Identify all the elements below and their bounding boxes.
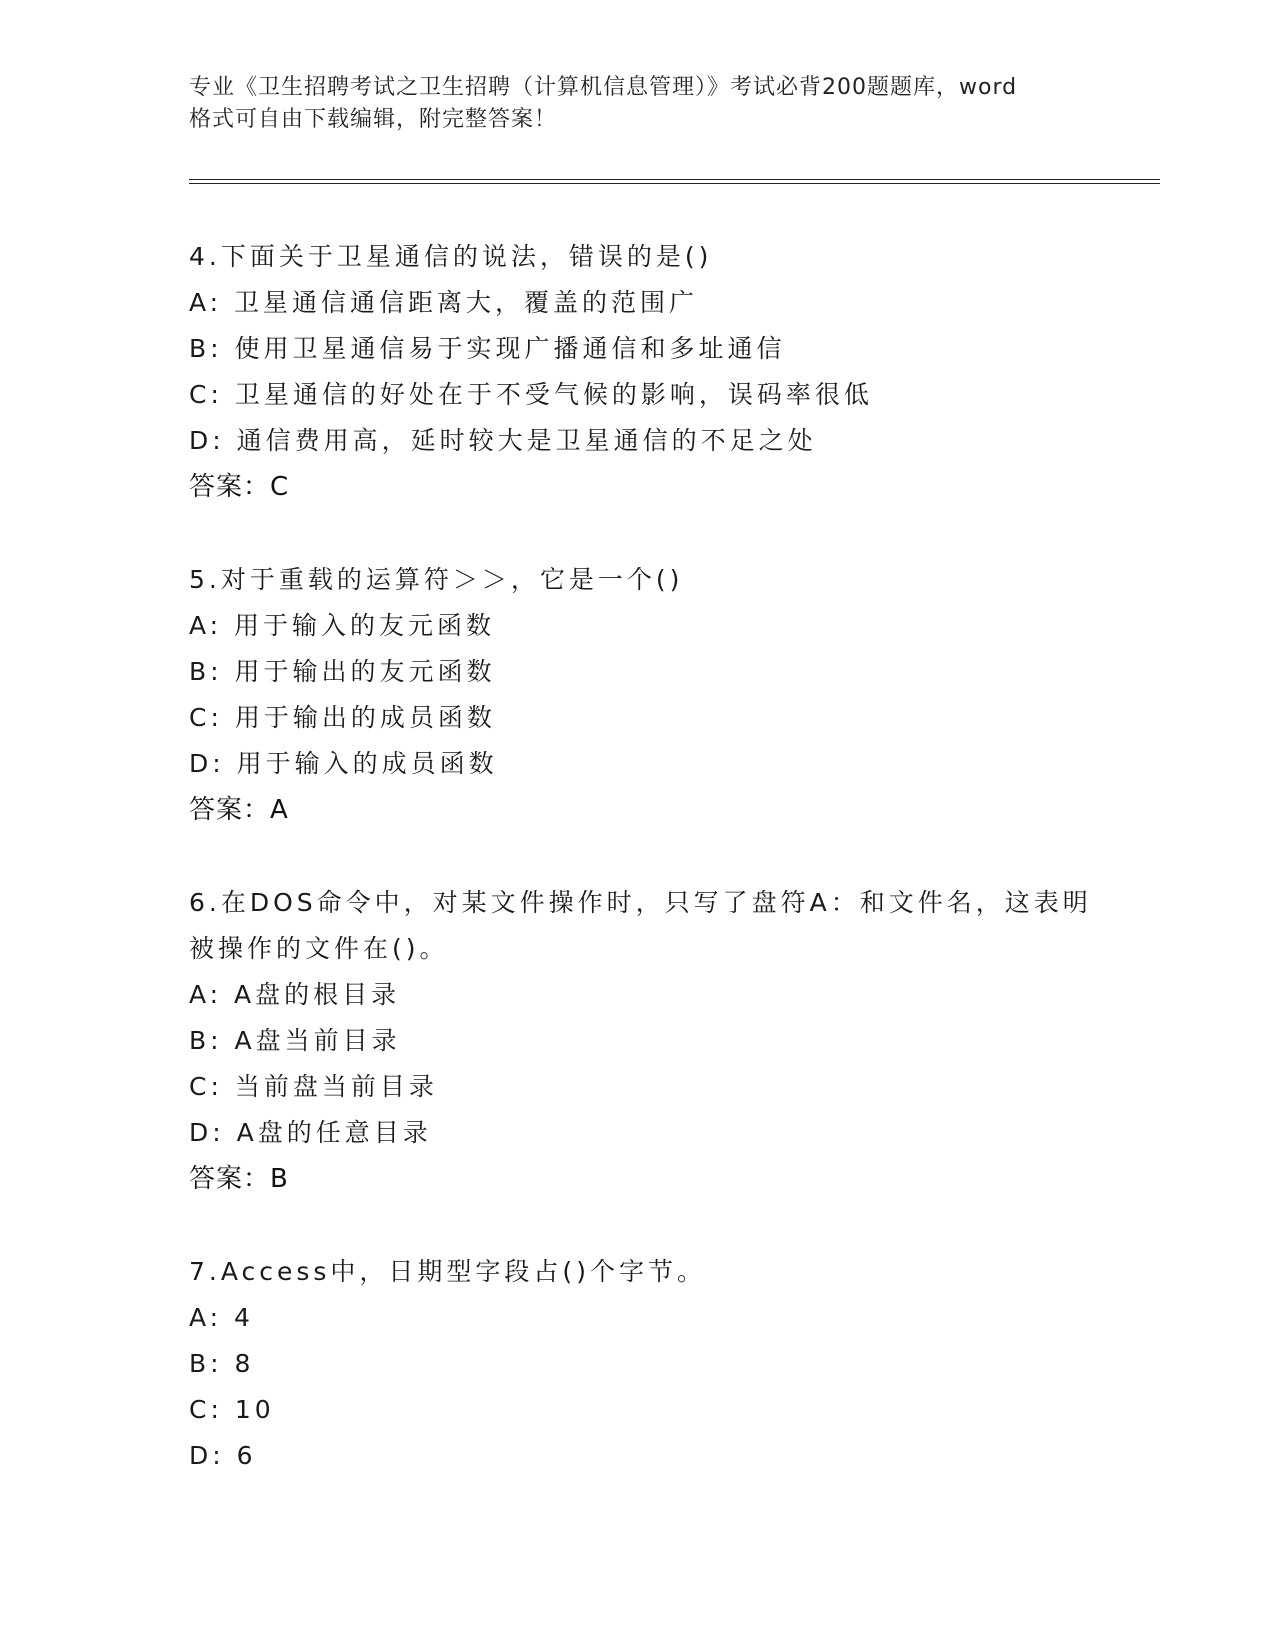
option-a: A: 卫星通信通信距离大，覆盖的范围广 (189, 288, 699, 317)
option-c: C: 当前盘当前目录 (189, 1072, 438, 1101)
answer-text: 答案：C (189, 472, 290, 502)
option-d: D: 通信费用高，延时较大是卫星通信的不足之处 (189, 426, 817, 455)
header-line-1: 专业《卫生招聘考试之卫生招聘（计算机信息管理）》考试必背200题题库，word (189, 75, 1018, 100)
option-b: B: 8 (189, 1349, 255, 1378)
option-b: B: 使用卫星通信易于实现广播通信和多址通信 (189, 334, 786, 363)
header-line-2: 格式可自由下载编辑，附完整答案！ (189, 107, 558, 132)
question-5 (189, 557, 1109, 833)
answer-text: 答案：B (189, 1164, 289, 1194)
option-a: A: A盘的根目录 (189, 980, 401, 1009)
option-a: A: 4 (189, 1303, 254, 1332)
question-stem: 7.Access中，日期型字段占()个字节。 (189, 1257, 706, 1286)
document-header (189, 72, 1089, 136)
option-d: D: 6 (189, 1441, 257, 1470)
option-a: A: 用于输入的友元函数 (189, 611, 496, 640)
option-b: B: 用于输出的友元函数 (189, 657, 496, 686)
option-d: D: 用于输入的成员函数 (189, 749, 498, 778)
question-list (189, 234, 1109, 1526)
question-4 (189, 234, 1109, 510)
question-stem-line-2: 被操作的文件在()。 (189, 934, 449, 963)
answer-text: 答案：A (189, 795, 289, 825)
header-divider-bottom (189, 183, 1160, 184)
question-stem: 5.对于重载的运算符＞＞，它是一个() (189, 565, 684, 594)
option-d: D: A盘的任意目录 (189, 1118, 432, 1147)
header-divider-top (189, 179, 1160, 180)
question-stem: 4.下面关于卫星通信的说法，错误的是() (189, 242, 713, 271)
question-stem-line-1: 6.在DOS命令中，对某文件操作时，只写了盘符A：和文件名，这表明 (189, 888, 1092, 917)
option-c: C: 用于输出的成员函数 (189, 703, 496, 732)
option-c: C: 卫星通信的好处在于不受气候的影响，误码率很低 (189, 380, 873, 409)
option-b: B: A盘当前目录 (189, 1026, 401, 1055)
option-c: C: 10 (189, 1395, 275, 1424)
question-6 (189, 880, 1109, 1202)
question-7 (189, 1249, 1109, 1479)
